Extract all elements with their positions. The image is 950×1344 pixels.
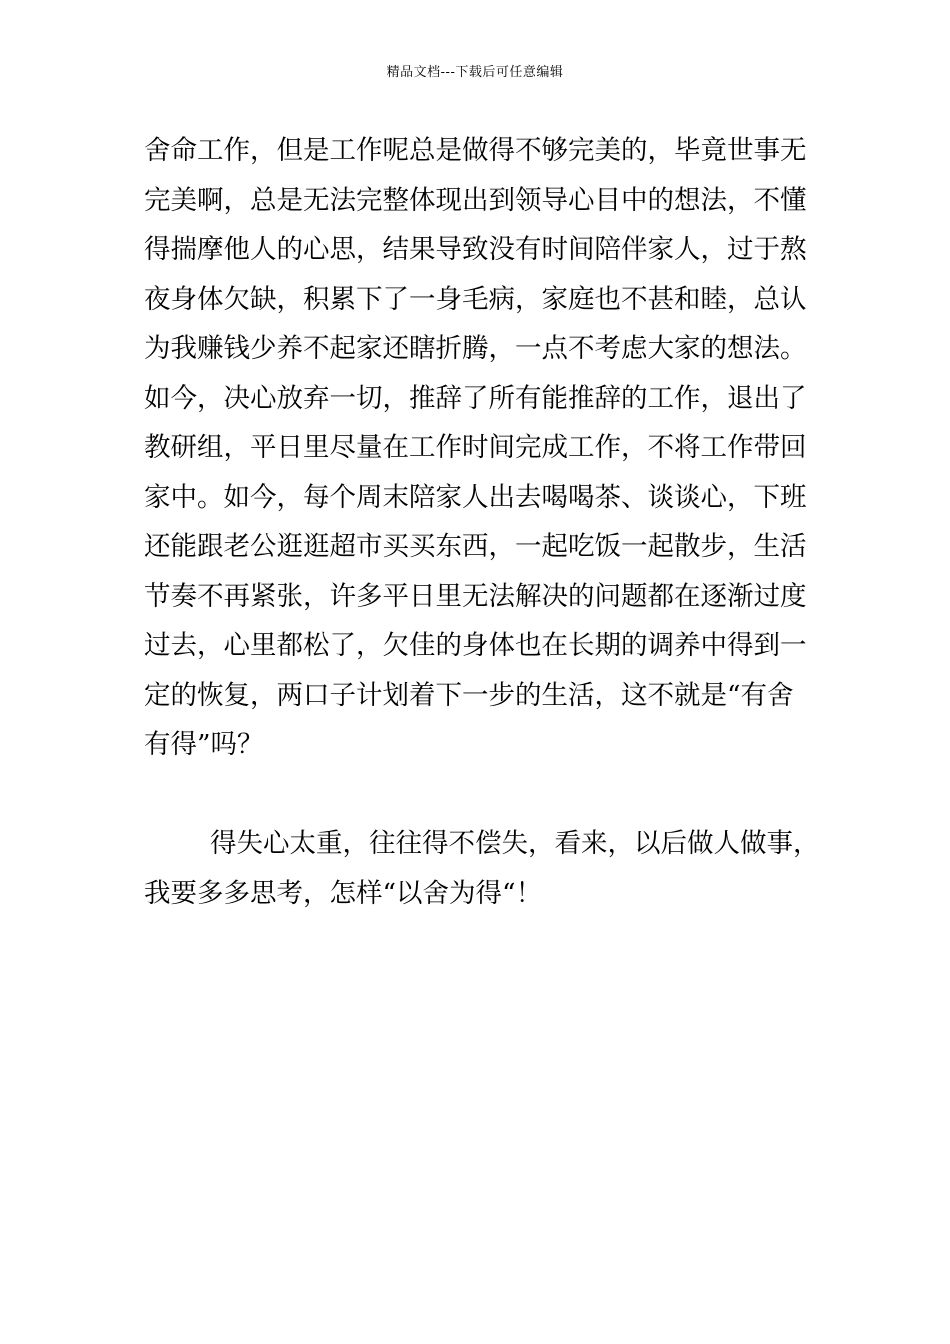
text-line: 教研组，平日里尽量在工作时间完成工作，不将工作带回	[144, 432, 807, 463]
text-line: 舍命工作，但是工作呢总是做得不够完美的，毕竟世事无	[144, 135, 807, 166]
paragraph-spacer	[144, 770, 806, 820]
text-line: 得失心太重，往往得不偿失，看来，以后做人做事，	[210, 828, 820, 859]
text-line: 还能跟老公逛逛超市买买东西，一起吃饭一起散步，生活	[144, 531, 807, 562]
paragraph-2	[144, 819, 820, 918]
text-line: 我要多多思考，怎样“以舍为得“！	[144, 877, 543, 909]
text-line: 夜身体欠缺，积累下了一身毛病，家庭也不甚和睦，总认	[144, 283, 807, 315]
text-line: 如今，决心放弃一切，推辞了所有能推辞的工作，退出了	[144, 382, 807, 414]
body-text	[144, 126, 820, 918]
text-line: 定的恢复，两口子计划着下一步的生活，这不就是“有舍	[144, 679, 794, 711]
text-line: 完美啊，总是无法完整体现出到领导心目中的想法，不懂	[144, 184, 807, 216]
text-line: 过去，心里都松了，欠佳的身体也在长期的调养中得到一	[144, 630, 807, 661]
paragraph-1	[144, 126, 806, 770]
text-line: 得揣摩他人的心思，结果导致没有时间陪伴家人，过于熬	[144, 234, 807, 265]
page-header: 精品文档---下载后可任意编辑	[386, 65, 564, 80]
text-line: 家中。如今，每个周末陪家人出去喝喝茶、谈谈心，下班	[144, 481, 807, 513]
text-line: 节奏不再紧张，许多平日里无法解决的问题都在逐渐过度	[144, 580, 807, 612]
text-line: 为我赚钱少养不起家还瞎折腾，一点不考虑大家的想法。	[144, 333, 807, 364]
text-line: 有得”吗？	[144, 729, 264, 760]
